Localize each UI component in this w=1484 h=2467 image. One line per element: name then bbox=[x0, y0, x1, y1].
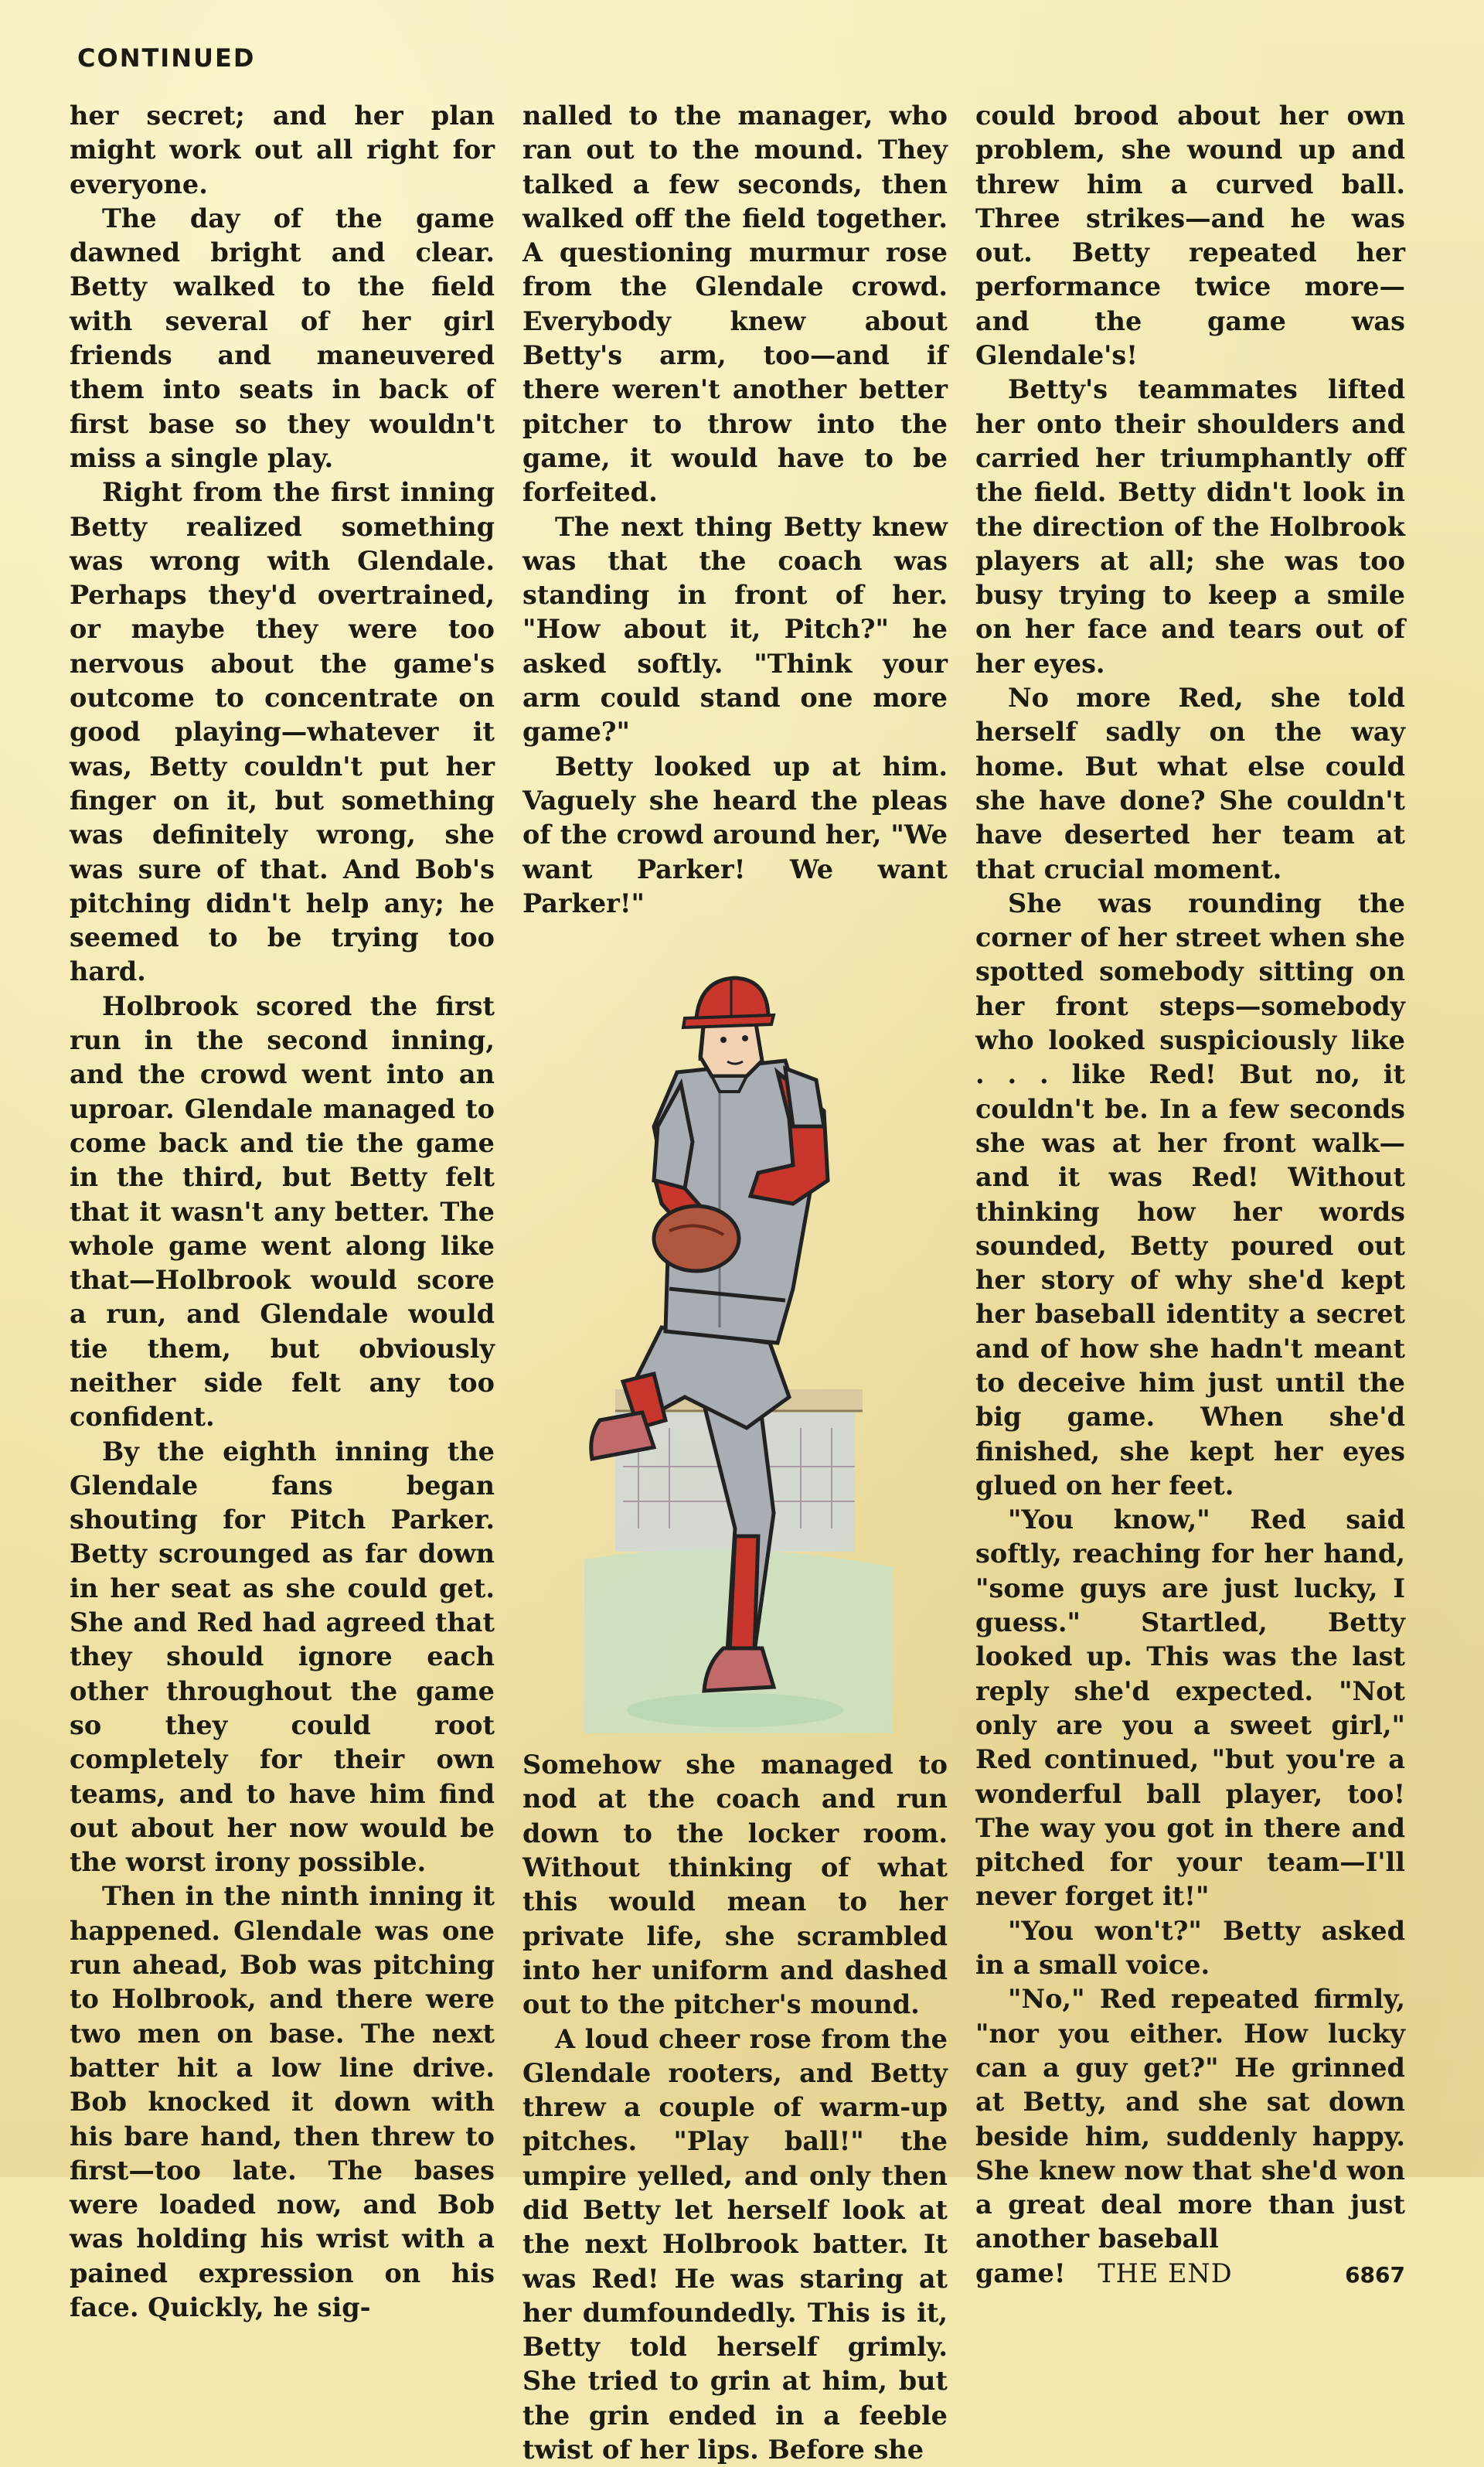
paragraph: nalled to the manager, who ran out to the mound. They talked a few seconds, then walked off the field together. A questioning murmur rose from the Glendale crowd. Everybody knew about Betty's arm, too—and if there weren't another better pitcher to throw into the game, it would have to be forfeited. bbox=[522, 99, 948, 510]
paragraph: "You won't?" Betty asked in a small voice. bbox=[975, 1914, 1405, 1983]
paragraph: A loud cheer rose from the Glendale rooters, and Betty threw a couple of warm-up pitches. "Play ball!" the umpire yelled, and only then did Betty let herself look at the next Holbrook batter. It was Red! He was staring at her dumfoundedly. This is it, Betty told herself grimly. She tried to grin at him, but the grin ended in a feeble twist of her lips. Before she bbox=[522, 2022, 948, 2467]
paragraph: Right from the first inning Betty realized something was wrong with Glendale. Perhaps they'd overtrained, or maybe they were too nervous about the game's outcome to concentrate on good playing—whatever it was, Betty couldn't put her finger on it, but something was definitely wrong, she was sure of that. And Bob's pitching didn't help any; he seemed to be trying too hard. bbox=[70, 475, 495, 989]
text-column-3 bbox=[975, 99, 1405, 2131]
paragraph: "No," Red repeated firmly, "nor you either. How lucky can a guy get?" He grinned at Betty, and she sat down beside him, suddenly happy. She knew now that she'd won a great deal more than just another baseball bbox=[975, 1982, 1405, 2256]
paragraph: She was rounding the corner of her street when she spotted somebody sitting on her front steps—somebody who looked suspiciously like . . . like Red! But no, it couldn't be. In a few seconds she was at her front walk—and it was Red! Without thinking how her words sounded, Betty poured out her story of why she'd kept her baseball identity a secret and of how she hadn't meant to deceive him just until the big game. When she'd finished, she kept her eyes glued on her feet. bbox=[975, 887, 1405, 1503]
paragraph: Holbrook scored the first run in the second inning, and the crowd went into an uproar. Glendale managed to come back and tie the game in the third, but Betty felt that it wasn't any better. The whole game went along like that—Holbrook would score a run, and Glendale would tie them, but obviously neither side felt any too confident. bbox=[70, 990, 495, 1435]
text-column-2 bbox=[522, 99, 948, 2131]
paragraph: Somehow she managed to nod at the coach and run down to the locker room. Without thinking of what this would mean to her private life, she scrambled into her uniform and dashed out to the pitcher's mound. bbox=[522, 1748, 948, 2022]
paragraph: Then in the ninth inning it happened. Glendale was one run ahead, Bob was pitching to Holbrook, and there were two men on base. The next batter hit a low line drive. Bob knocked it down with his bare hand, then threw to first—too late. The bases were loaded now, and Bob was holding his wrist with a pained expression on his face. Quickly, he sig- bbox=[70, 1879, 495, 2325]
pitcher-illustration bbox=[522, 921, 948, 1745]
paragraph: her secret; and her plan might work out all right for everyone. bbox=[70, 99, 495, 202]
closing-line bbox=[975, 2257, 1405, 2292]
paragraph: The day of the game dawned bright and clear. Betty walked to the field with several of her girl friends and maneuvered them into seats in back of first base so they wouldn't miss a single play. bbox=[70, 202, 495, 475]
paragraph: By the eighth inning the Glendale fans began shouting for Pitch Parker. Betty scrounged as far down in her seat as she could get. She and Red had agreed that they should ignore each other throughout the game so they could root completely for their own teams, and to have him find out about her now would be the worst irony possible. bbox=[70, 1435, 495, 1880]
text-column-1 bbox=[70, 99, 495, 2131]
the-end-label: THE END bbox=[1098, 2258, 1232, 2288]
last-word: game! bbox=[975, 2258, 1066, 2288]
paragraph: "You know," Red said softly, reaching for her hand, "some guys are just lucky, I guess." Startled, Betty looked up. This was the last reply she'd expected. "Not only are you a sweet girl," Red continued, "but you're a wonderful ball player, too! The way you got in there and pitched for your team—I'll never forget it!" bbox=[975, 1503, 1405, 1914]
page-number: 6867 bbox=[1345, 2258, 1405, 2292]
paragraph: Betty looked up at him. Vaguely she heard the pleas of the crowd around her, "We want Parker! We want Parker!" bbox=[522, 750, 948, 921]
continued-header: CONTINUED bbox=[77, 43, 255, 73]
paragraph: The next thing Betty knew was that the coach was standing in front of her. "How about it, Pitch?" he asked softly. "Think your arm could stand one more game?" bbox=[522, 510, 948, 750]
baseball-pitcher-image bbox=[569, 925, 901, 1733]
paragraph: No more Red, she told herself sadly on the way home. But what else could she have done? She couldn't have deserted her team at that crucial moment. bbox=[975, 681, 1405, 887]
paragraph: could brood about her own problem, she wound up and threw him a curved ball. Three strikes—and he was out. Betty repeated her performance twice more—and the game was Glendale's! bbox=[975, 99, 1405, 373]
paragraph: Betty's teammates lifted her onto their shoulders and carried her triumphantly off the field. Betty didn't look in the direction of the Holbrook players at all; she was too busy trying to keep a smile on her face and tears out of her eyes. bbox=[975, 373, 1405, 681]
